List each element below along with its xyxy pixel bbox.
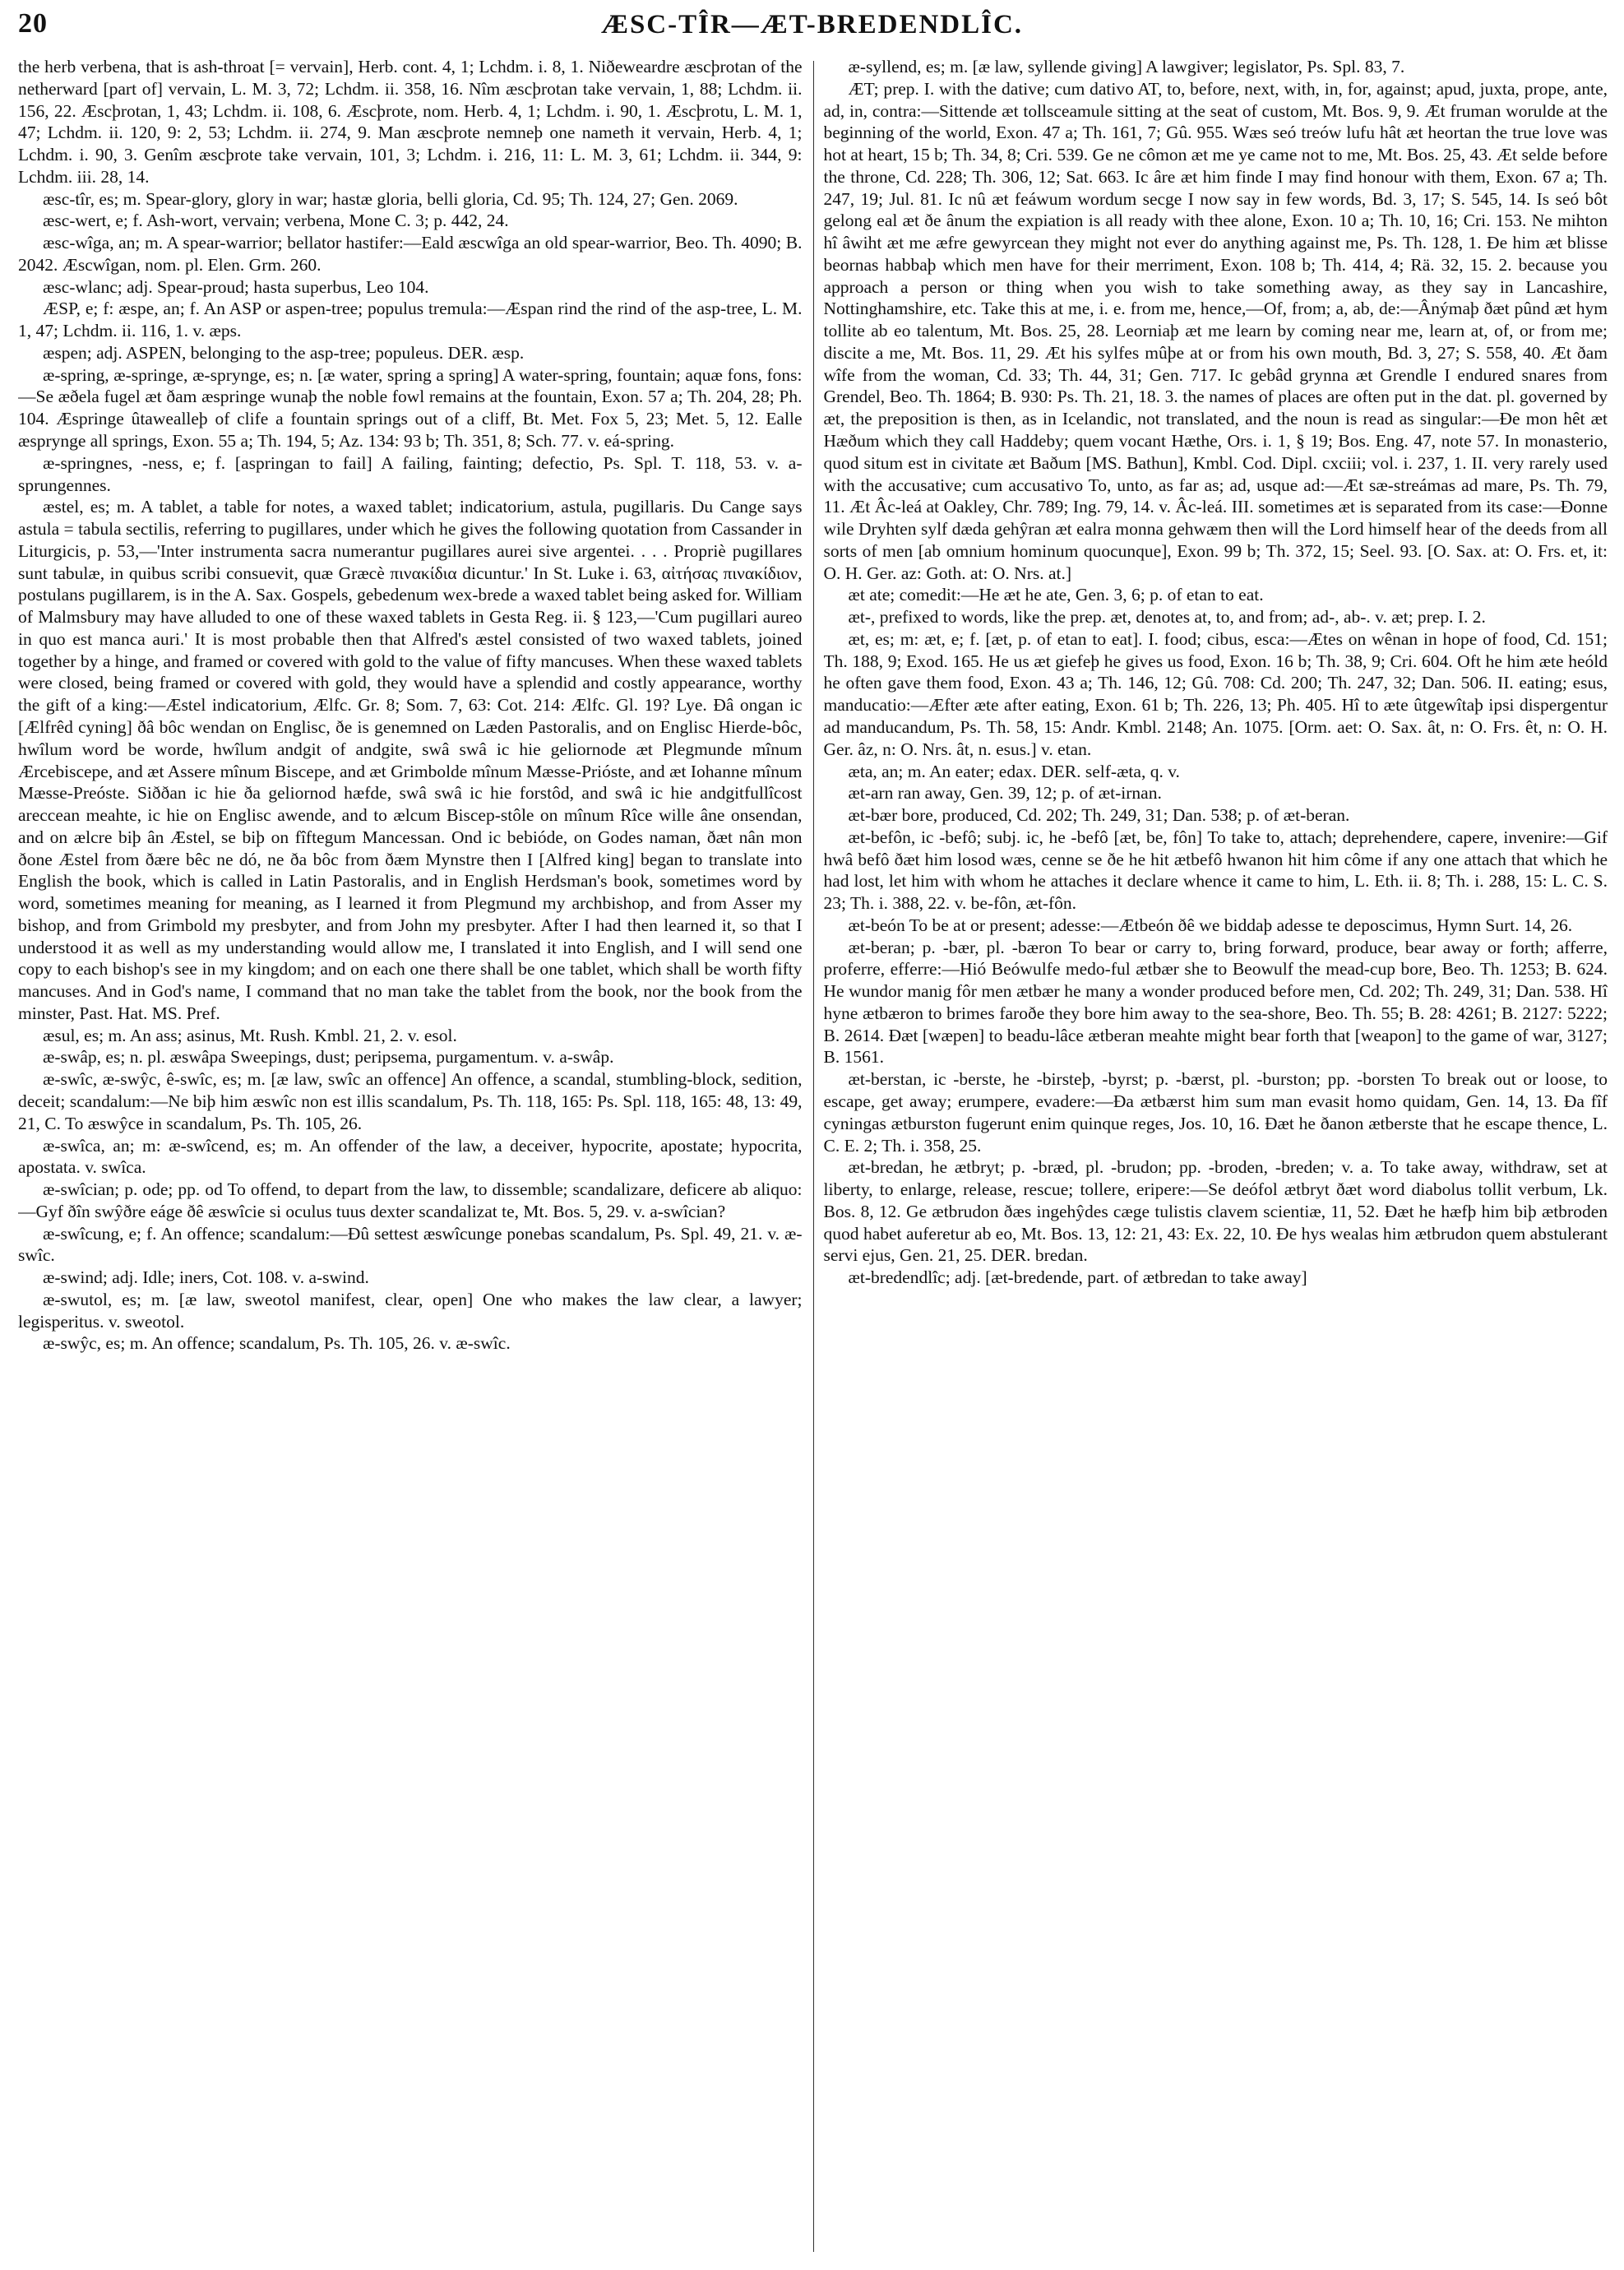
running-head: ÆSC-TÎR—ÆT-BREDENDLÎC. [600,10,1024,39]
dictionary-entry: æta, an; m. An eater; edax. DER. self-æta, q. v. [848,761,1180,781]
dictionary-entry: æsul, es; m. An ass; asinus, Mt. Rush. Kmbl. 21, 2. v. esol. [43,1025,457,1045]
dictionary-entry: æ-swîca, an; m: æ-swîcend, es; m. An offender of the law, a deceiver, hypocrite, apostate; hypocrita, apostata. v. swîca. [18,1135,803,1178]
dictionary-entry: æ-swîcian; p. ode; pp. od To offend, to depart from the law, to dissemble; scandalizare, deficere ab aliquo:—Gyf ðîn swŷðre eáge ðê æswîcie si oculus tuus dexter scandalizat te, Mt. Bos. 5, 29. v. a-swîcian? [18,1179,803,1221]
dictionary-entry: æt-arn ran away, Gen. 39, 12; p. of æt-irnan. [848,783,1162,804]
dictionary-entry: æt-bredendlîc; adj. [æt-bredende, part. of ætbredan to take away] [848,1267,1307,1288]
dictionary-entry: æt-, prefixed to words, like the prep. æt, denotes at, to, and from; ad-, ab-. v. æt; prep. I. 2. [848,607,1486,628]
dictionary-entry: æt-beón To be at or present; adesse:—Ætbeón ðê we biddaþ adesse te deposcimus, Hymn Surt. 14, 26. [848,915,1573,935]
page-number: 20 [18,8,48,39]
dictionary-entry: æstel, es; m. A tablet, a table for notes, a waxed tablet; indicatorium, astula, pugillaris. Du Cange says astula = tabula sectilis, referring to pugillares, under which he gives the following quotation from Cassander in Liturgicis, p. 53,—'Inter instrumenta sacra numerantur pugillares aurei sive argentei. . . . Propriè pugillares sunt tabulæ, in quibus scribi consuevit, quæ Græcè πινακίδια dicuntur.' In St. Luke i. 63, αἰτήσας πινακίδιον, postulans pugillarem, is in the A. Sax. Gospels, gebedenum wex-brede a waxed tablet being asked for. William of Malmsbury may have alluded to one of these waxed tablets in Gesta Reg. ii. § 123,—'Cum pugillari aureo in quo est manca auri.' It is most probable then that Alfred's æstel consisted of two waxed tablets, joined together by a hinge, and framed or covered with gold to the value of fifty mancuses. When these waxed tablets were closed, being framed or covered with gold, they would have a splendid and costly appearance, worthy the gift of a king:—Æstel indicatorium, Ælfc. Gr. 8; Som. 7, 63: Cot. 214: Ælfc. Gl. 19? Lye. Ðâ ongan ic [Ælfrêd cyning] ðâ bôc wendan on Englisc, ðe is genemned on Læden Pastoralis, and on Englisc Hierde-bôc, hwîlum word be worde, hwîlum andgit of andgite, swâ swâ ic hie geliornode æt Plegmunde mînum Ærcebiscepe, and æt Assere mînum Biscepe, and æt Grimbolde mînum Mæsse-Prióste, and æt Iohanne mînum Mæsse-Preóste. Siððan ic hie ða geliornod hæfde, swâ swâ ic hie forstôd, and swâ ic hie andgitfullîcost areccean meahte, ic hie on Englisc awende, and to ælcum Biscep-stôle on mînum Rîce wille âne onsendan, and on ælcre biþ ân Æstel, se biþ on fîftegum Mancessan. Ond ic bebióde, on Godes naman, ðæt nân mon ðone Æstel from ðære bêc ne dó, ne ða bôc from ðæm Mynstre then I [Alfred king] began to translate into English the book, which is called in Latin Pastoralis, and in English Herdsman's book, sometimes word by word, sometimes meaning for meaning, as I learned it from Plegmund my archbishop, and from Asser my bishop, and from Grimbold my presbyter, and from John my presbyter. After I had then learned it, so that I understood it as well as my understanding would allow me, I translated it into English, and I will send one copy to each bishop's see in my kingdom; and on each one there shall be one tablet, which shall be worth fifty mancuses. And in God's name, I command that no man take the tablet from the book, nor the book from the minster, Past. Hat. MS. Pref. [18,497,803,1023]
dictionary-entry: æt-befôn, ic -befô; subj. ic, he -befô [æt, be, fôn] To take to, attach; deprehendere, capere, invenire:—Gif hwâ befô ðæt him losod wæs, cenne se ðe he hit ætbefô hwanon hit him côme if any one attach that which he had lost, let him with whom he attaches it declare whence it came to him, L. Eth. ii. 8; Th. i. 288, 15: L. C. S. 23; Th. i. 388, 22. v. be-fôn, æt-fôn. [823,827,1608,914]
dictionary-entry: æt-beran; p. -bær, pl. -bæron To bear or carry to, bring forward, produce, bear away or forth; afferre, proferre, efferre:—Hió Beówulfe medo-ful ætbær she to Beowulf the mead-cup bore, Beo. Th. 1253; B. 624. He wundor manig fôr men ætbær he many a wonder produced before men, Cd. 202; Th. 249, 31; Dan. 538. Hî hyne ætbæron to brimes faroðe they bore him away to the sea-shore, Beo. Th. 55; B. 28: 4261; B. 2127: 5222; B. 2614. Ðæt [wæpen] to beadu-lâce ætberan meahte might bear forth that [weapon] to the game of war, 3127; B. 1561. [823,937,1608,1068]
dictionary-entry: æ-swâp, es; n. pl. æswâpa Sweepings, dust; peripsema, purgamentum. v. a-swâp. [43,1047,614,1068]
dictionary-entry: æt, es; m: æt, e; f. [æt, p. of etan to eat]. I. food; cibus, esca:—Ætes on wênan in hope of food, Cd. 151; Th. 188, 9; Exod. 165. He us æt giefeþ he gives us food, Exon. 16 b; Th. 38, 9; Cri. 604. Oft he him æte heóld he often gave them food, Exon. 43 a; Th. 146, 12; Gû. 708: Cd. 200; Th. 247, 32; Dan. 506. II. eating; esus, manducatio:—Æfter æte after eating, Exon. 61 b; Th. 226, 13; Ph. 405. Hî to æte ûtgewîtaþ ipsi dispergentur ad manducandum, Ps. Th. 58, 15: Andr. Kmbl. 2148; An. 1075. [Orm. aet: O. Sax. ât, n: O. Frs. êt, n: O. H. Ger. âz, n: O. Nrs. ât, n. esus.] v. etan. [823,628,1608,759]
dictionary-entry: æ-swind; adj. Idle; iners, Cot. 108. v. a-swind. [43,1267,369,1288]
dictionary-entry: æt-bredan, he ætbryt; p. -bræd, pl. -brudon; pp. -broden, -breden; v. a. To take away, withdraw, set at liberty, to enlarge, release, rescue; tollere, eripere:—Se deófol ætbryt ðæt word diabolus tollit verbum, Lk. Bos. 8, 12. Ge ætbrudon ðæs ingehŷdes cæge tulistis clavem scientiæ, 11, 52. Ðæt he hæfþ him biþ ætbroden quod habet auferetur ab eo, Mt. Bos. 13, 12: 21, 43: Ex. 22, 10. Ðe hys wealas him ætbrudon quem abstulerant servi ejus, Gen. 21, 25. DER. bredan. [823,1157,1608,1266]
dictionary-entry: æt ate; comedit:—He æt he ate, Gen. 3, 6; p. of etan to eat. [848,585,1264,605]
dictionary-entry: æsc-tîr, es; m. Spear-glory, glory in war; hastæ gloria, belli gloria, Cd. 95; Th. 124, 27; Gen. 2069. [43,188,738,209]
two-column-body [18,56,1608,2252]
dictionary-entry: the herb verbena, that is ash-throat [= vervain], Herb. cont. 4, 1; Lchdm. i. 8, 1. Niðeweardre æscþrotan of the netherward [part of] vervain, L. M. 3, 72; Lchdm. ii. 358, 16. Nîm æscþrotan take vervain, 1, 88; Lchdm. ii. 156, 22. Æscþrotan, 1, 43; Lchdm. ii. 108, 6. Æscþrote, nom. Herb. 4, 1; Lchdm. i. 90, 1. Æscþrotu, L. M. 1, 47; Lchdm. ii. 120, 9: 2, 53; Lchdm. ii. 274, 9. Man æscþrote nemneþ one nameth it vervain, Herb. 4, 1; Lchdm. i. 90, 3. Genîm æscþrote take vervain, 101, 3; Lchdm. i. 216, 11: L. M. 3, 61; Lchdm. ii. 344, 9: Lchdm. iii. 28, 14. [18,57,803,187]
dictionary-entry: æ-swîcung, e; f. An offence; scandalum:—Ðû settest æswîcunge ponebas scandalum, Ps. Spl. 49, 21. v. æ-swîc. [18,1223,803,1266]
dictionary-entry: ÆT; prep. I. with the dative; cum dativo AT, to, before, next, with, in, for, against; apud, juxta, prope, ante, ad, in, contra:—Sittende æt tollsceamule sitting at the seat of custom, Mt. Bos. 9, 9. Æt fruman worulde at the beginning of the world, Exon. 47 a; Th. 161, 7; Gû. 955. Wæs seó treów lufu hât æt heortan the true love was hot at heart, 15 b; Th. 34, 8; Cri. 539. Ge ne cômon æt me ye came not to me, Mt. Bos. 25, 43. Æt selde before the throne, Cd. 228; Th. 306, 12; Sat. 663. Ic âre æt him finde I may find honour with them, Exon. 67 a; Th. 247, 19; Jul. 81. Ic nû æt feáwum wordum secge I now say in few words, Bd. 3, 17; S. 545, 14. Is seó bôt gelong eal æt ðe ânum the expiation is all ready with thee alone, Exon. 10 a; Th. 10, 16; Cri. 153. Ne mihton hî âwiht æt me æfre gewyrcean they might not ever do anything against me, Ps. Th. 128, 1. Ðe him æt blisse beornas habbaþ which men have for their merriment, Exon. 108 b; Th. 414, 4; Rä. 32, 15. 2. because you approach a person or thing when you wish to take something away, as they say in Lancashire, Nottinghamshire, etc. Take this at me, i. e. from me, hence,—Of, from; a, ab, de:—Ânýmaþ ðæt pûnd æt hym tollite ab eo talentum, Mt. Bos. 25, 28. Leorniaþ æt me learn by coming near me, learn at, of, or from me; discite a me, Mt. Bos. 11, 29. Æt his sylfes mûþe at or from his own mouth, Bd. 3, 27; S. 558, 40. Æt ðam wîfe from the woman, Cd. 33; Th. 44, 31; Gen. 717. Ic gebâd grynna æt Grendle I endured snares from Grendel, Beo. Th. 1864; B. 930: Ps. Th. 21, 18. 3. the names of places are often put in the dat. pl. governed by æt, the preposition is then, as in Icelandic, not translated, and the noun is read as singular:—Ðe mon hêt æt Hæðum which they call Haddeby; quem vocant Hæthe, Ors. i. 1, § 19; Bos. Eng. 47, note 57. In monasterio, quod situm est in civitate æt Baðum [MS. Bathun], Kmbl. Cod. Dipl. cxciii; vol. i. 237, 1. II. very rarely used with the accusative; cum accusativo To, unto, as far as; ad, usque ad:—Æt sæ-streámas ad mare, Ps. Th. 79, 11. Æt Âc-leá at Oakley, Chr. 789; Ing. 79, 14. v. Âc-leá. III. sometimes æt is separated from its case:—Ðonne wile Dryhten sylf dæda gehŷran æt ealra monna gehwæm then will the Lord himself hear of the deeds from all sorts of men [ab omnium hominum quocunque], Exon. 99 b; Th. 372, 15; Seel. 93. [O. Sax. at: O. Frs. et, it: O. H. Ger. az: Goth. at: O. Nrs. at.] [823,78,1608,583]
dictionary-entry: æ-swŷc, es; m. An offence; scandalum, Ps. Th. 105, 26. v. æ-swîc. [43,1333,511,1354]
dictionary-entry: ÆSP, e; f: æspe, an; f. An ASP or aspen-tree; populus tremula:—Æspan rind the rind of the asp-tree, L. M. 1, 47; Lchdm. ii. 116, 1. v. æps. [18,299,803,341]
dictionary-entry: æ-springnes, -ness, e; f. [aspringan to fail] A failing, fainting; defectio, Ps. Spl. T. 118, 53. v. a-sprungennes. [18,452,803,495]
dictionary-entry: æsc-wert, e; f. Ash-wort, vervain; verbena, Mone C. 3; p. 442, 24. [43,211,509,231]
dictionary-entry: æspen; adj. ASPEN, belonging to the asp-tree; populeus. DER. æsp. [43,342,525,363]
dictionary-entry: æ-swîc, æ-swŷc, ê-swîc, es; m. [æ law, swîc an offence] An offence, a scandal, stumbling-block, sedition, deceit; scandalum:—Ne biþ him æswîc non est illis scandalum, Ps. Th. 118, 165: Ps. Spl. 118, 165: 48, 13: 49, 21, C. To æswŷce in scandalum, Ps. Th. 105, 26. [18,1069,803,1133]
dictionary-entry: æ-swutol, es; m. [æ law, sweotol manifest, clear, open] One who makes the law clear, a lawyer; legisperitus. v. sweotol. [18,1289,803,1332]
dictionary-entry: æ-syllend, es; m. [æ law, syllende giving] A lawgiver; legislator, Ps. Spl. 83, 7. [848,57,1405,76]
dictionary-entry: æt-bær bore, produced, Cd. 202; Th. 249, 31; Dan. 538; p. of æt-beran. [848,805,1350,826]
dictionary-entry: æsc-wlanc; adj. Spear-proud; hasta superbus, Leo 104. [43,276,429,297]
dictionary-entry: æsc-wîga, an; m. A spear-warrior; bellator hastifer:—Eald æscwîga an old spear-warrior, Beo. Th. 4090; B. 2042. Æscwîgan, nom. pl. Elen. Grm. 260. [18,233,803,275]
left-column [18,56,803,2252]
dictionary-entry: æt-berstan, ic -berste, he -birsteþ, -byrst; p. -bærst, pl. -burston; pp. -borsten To break out or loose, to escape, get away; erumpere, evadere:—Ða ætbærst him sum man evasit homo quidam, Gen. 14, 13. Ða fîf cyningas ætburston fugerunt enim quinque reges, Jos. 10, 16. Ðæt he ðanon ætberste that he escape thence, L. C. E. 2; Th. i. 358, 25. [823,1069,1608,1156]
dictionary-entry: æ-spring, æ-springe, æ-sprynge, es; n. [æ water, spring a spring] A water-spring, fountain; aquæ fons, fons:—Se æðela fugel æt ðam æspringe wunaþ the noble fowl remains at the fountain, Exon. 57 a; Th. 204, 28; Ph. 104. Æspringe ûtawealleþ of clife a fountain springs out of a cliff, Bt. Met. Fox 5, 23; Met. 5, 12. Ealle æsprynge all springs, Exon. 55 a; Th. 194, 5; Az. 134: 93 b; Th. 351, 8; Sch. 77. v. eá-spring. [18,364,803,452]
right-column [824,56,1608,2252]
